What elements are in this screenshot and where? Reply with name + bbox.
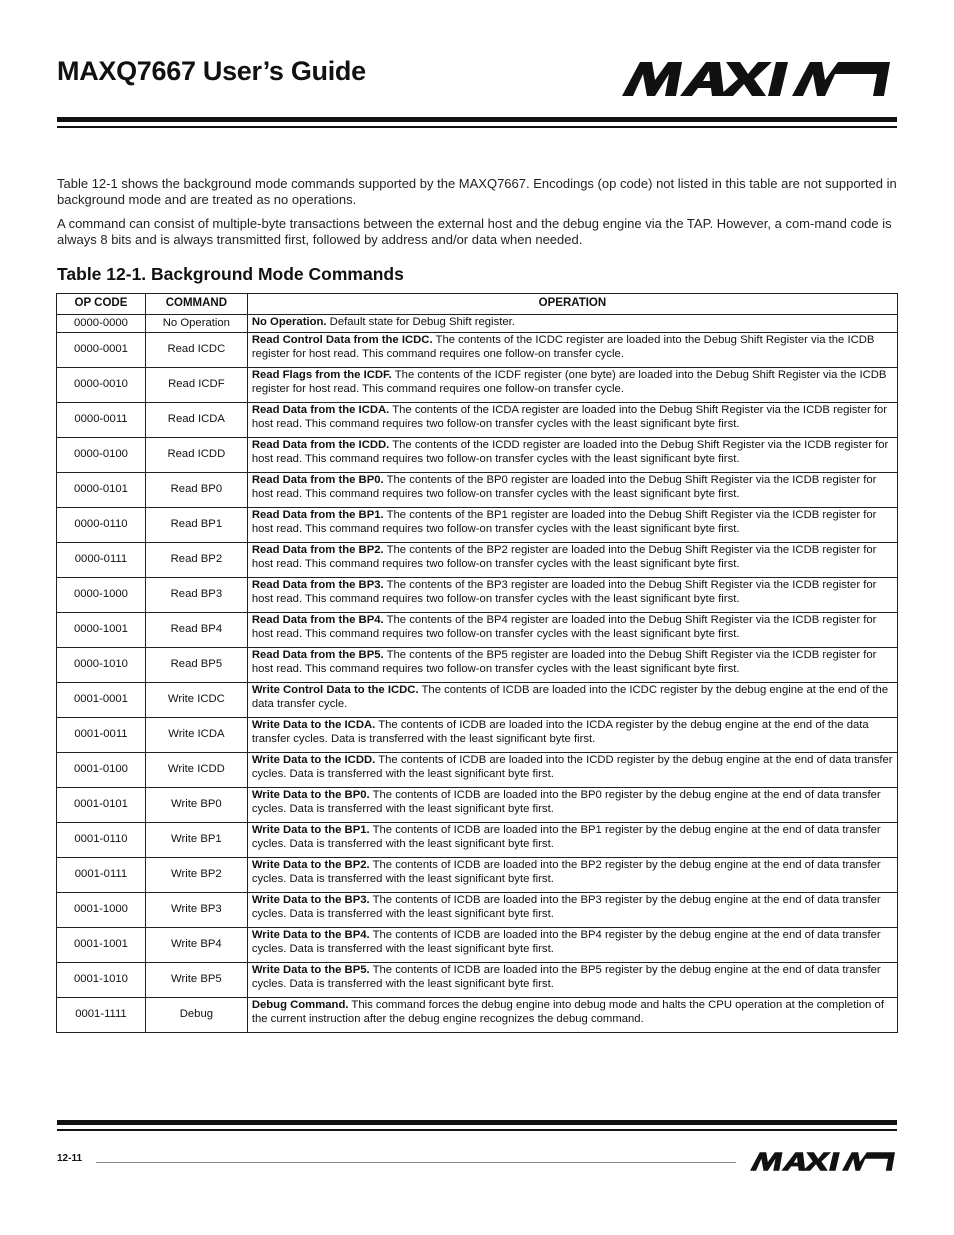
page-number: 12-11: [57, 1153, 83, 1164]
footer-rule: [57, 1120, 897, 1125]
operation-description: The contents of the BP1 register are loaded into the Debug Shift Register via the ICDB register for host read. This command requires two follow-on transfer cycles with the least significant byte first.: [251, 509, 877, 535]
table-body: [57, 315, 898, 1033]
command-cell: Write BP5: [145, 963, 247, 998]
table-row: [57, 403, 898, 438]
table-row: [57, 543, 898, 578]
operation-title: Read Data from the BP5.: [251, 649, 384, 661]
operation-title: Write Data to the BP2.: [251, 859, 370, 871]
operation-title: No Operation.: [251, 316, 327, 328]
document-title: MAXQ7667 User’s Guide: [57, 56, 366, 86]
operation-title: Write Data to the BP4.: [251, 929, 370, 941]
operation-cell: [247, 928, 897, 963]
operation-description: The contents of the BP2 register are loaded into the Debug Shift Register via the ICDB register for host read. This command requires two follow-on transfer cycles with the least significant byte first.: [251, 544, 877, 570]
operation-cell: [247, 543, 897, 578]
command-cell: Write ICDC: [145, 683, 247, 718]
operation-title: Write Data to the ICDA.: [251, 719, 376, 731]
table-row: [57, 683, 898, 718]
operation-title: Read Data from the BP2.: [251, 544, 384, 556]
table-row: [57, 893, 898, 928]
operation-description: The contents of ICDB are loaded into the BP2 register by the debug engine at the end of data transfer cycles. Data is transferred with the least significant byte first.: [251, 859, 881, 885]
operation-description: The contents of ICDB are loaded into the BP0 register by the debug engine at the end of data transfer cycles. Data is transferred with the least significant byte first.: [251, 789, 881, 815]
command-cell: Read BP5: [145, 648, 247, 683]
operation-cell: [247, 403, 897, 438]
table-row: [57, 648, 898, 683]
operation-description: The contents of ICDB are loaded into the BP5 register by the debug engine at the end of data transfer cycles. Data is transferred with the least significant byte first.: [251, 964, 881, 990]
op-code-cell: 0001-1010: [57, 963, 146, 998]
command-cell: Write ICDA: [145, 718, 247, 753]
footer-divider: [96, 1162, 736, 1163]
operation-description: The contents of ICDB are loaded into the BP4 register by the debug engine at the end of data transfer cycles. Data is transferred with the least significant byte first.: [251, 929, 881, 955]
operation-cell: [247, 578, 897, 613]
intro-paragraph-1: Table 12-1 shows the background mode commands supported by the MAXQ7667. Encodings (op code) not listed in this table are not supported in background mode and are treated as no operations.: [57, 176, 897, 207]
command-cell: Write BP3: [145, 893, 247, 928]
operation-description: The contents of the BP0 register are loaded into the Debug Shift Register via the ICDB register for host read. This command requires two follow-on transfer cycles with the least significant byte first.: [251, 474, 877, 500]
command-cell: Read BP2: [145, 543, 247, 578]
op-code-cell: 0000-0001: [57, 333, 146, 368]
operation-cell: [247, 438, 897, 473]
operation-cell: [247, 613, 897, 648]
op-code-cell: 0000-1010: [57, 648, 146, 683]
command-cell: Read BP4: [145, 613, 247, 648]
operation-cell: [247, 368, 897, 403]
op-code-cell: 0000-0111: [57, 543, 146, 578]
op-code-cell: 0001-1001: [57, 928, 146, 963]
op-code-cell: 0001-0001: [57, 683, 146, 718]
header-rule: [57, 117, 897, 122]
op-code-cell: 0001-0110: [57, 823, 146, 858]
header-rule-thin: [57, 126, 897, 128]
op-code-cell: 0000-0100: [57, 438, 146, 473]
command-cell: Write ICDD: [145, 753, 247, 788]
op-code-cell: 0001-0101: [57, 788, 146, 823]
operation-title: Read Control Data from the ICDC.: [251, 334, 433, 346]
operation-cell: [247, 315, 897, 333]
operation-description: The contents of ICDB are loaded into the BP1 register by the debug engine at the end of data transfer cycles. Data is transferred with the least significant byte first.: [251, 824, 881, 850]
operation-cell: [247, 753, 897, 788]
op-code-cell: 0000-0000: [57, 315, 146, 333]
operation-title: Read Flags from the ICDF.: [251, 369, 392, 381]
header-command: COMMAND: [145, 294, 247, 315]
operation-cell: [247, 473, 897, 508]
op-code-cell: 0001-0011: [57, 718, 146, 753]
op-code-cell: 0000-1001: [57, 613, 146, 648]
command-cell: Write BP4: [145, 928, 247, 963]
intro-text: [57, 176, 897, 256]
command-cell: Read ICDF: [145, 368, 247, 403]
operation-title: Write Control Data to the ICDC.: [251, 684, 419, 696]
table-row: [57, 823, 898, 858]
operation-description: The contents of the BP4 register are loaded into the Debug Shift Register via the ICDB register for host read. This command requires two follow-on transfer cycles with the least significant byte first.: [251, 614, 877, 640]
operation-cell: [247, 683, 897, 718]
table-row: [57, 473, 898, 508]
table-row: [57, 718, 898, 753]
operation-title: Read Data from the ICDA.: [251, 404, 390, 416]
operation-cell: [247, 963, 897, 998]
op-code-cell: 0001-0111: [57, 858, 146, 893]
op-code-cell: 0000-0110: [57, 508, 146, 543]
op-code-cell: 0000-0011: [57, 403, 146, 438]
operation-cell: [247, 823, 897, 858]
op-code-cell: 0001-1111: [57, 998, 146, 1033]
table-row: [57, 858, 898, 893]
command-cell: No Operation: [145, 315, 247, 333]
table-row: [57, 578, 898, 613]
command-cell: Debug: [145, 998, 247, 1033]
op-code-cell: 0001-0100: [57, 753, 146, 788]
maxim-logo: [622, 62, 890, 96]
operation-title: Write Data to the ICDD.: [251, 754, 376, 766]
table-row: [57, 508, 898, 543]
operation-cell: [247, 333, 897, 368]
command-cell: Write BP1: [145, 823, 247, 858]
operation-description: The contents of the ICDA register are loaded into the Debug Shift Register via the ICDB register for host read. This command requires two follow-on transfer cycles with the least significant byte first.: [251, 404, 888, 430]
header-op-code: OP CODE: [57, 294, 146, 315]
operation-description: The contents of the ICDD register are loaded into the Debug Shift Register via the ICDB register for host read. This command requires two follow-on transfer cycles with the least significant byte first.: [251, 439, 889, 465]
operation-description: The contents of the BP3 register are loaded into the Debug Shift Register via the ICDB register for host read. This command requires two follow-on transfer cycles with the least significant byte first.: [251, 579, 877, 605]
table-row: [57, 613, 898, 648]
operation-title: Write Data to the BP1.: [251, 824, 370, 836]
op-code-cell: 0000-0010: [57, 368, 146, 403]
table-title: Table 12-1. Background Mode Commands: [57, 264, 404, 284]
footer-rule-thin: [57, 1129, 897, 1131]
table-row: [57, 438, 898, 473]
operation-description: The contents of the BP5 register are loaded into the Debug Shift Register via the ICDB register for host read. This command requires two follow-on transfer cycles with the least significant byte first.: [251, 649, 877, 675]
table-row: [57, 753, 898, 788]
operation-description: The contents of ICDB are loaded into the ICDC register by the debug engine at the end of the data transfer cycle.: [251, 684, 889, 710]
table-row: [57, 963, 898, 998]
table-row: [57, 998, 898, 1033]
operation-cell: [247, 508, 897, 543]
operation-description: The contents of the ICDF register (one byte) are loaded into the Debug Shift Register via the ICDB register for host read. This command requires one follow-on transfer cycle.: [251, 369, 887, 395]
operation-cell: [247, 858, 897, 893]
command-cell: Read BP3: [145, 578, 247, 613]
op-code-cell: 0000-0101: [57, 473, 146, 508]
command-cell: Read BP0: [145, 473, 247, 508]
operation-description: The contents of ICDB are loaded into the ICDD register by the debug engine at the end of data transfer cycles. Data is transferred with the least significant byte first.: [251, 754, 893, 780]
operation-title: Debug Command.: [251, 999, 349, 1011]
operation-cell: [247, 998, 897, 1033]
operation-title: Read Data from the BP3.: [251, 579, 384, 591]
operation-cell: [247, 893, 897, 928]
operation-title: Write Data to the BP0.: [251, 789, 370, 801]
command-cell: Read ICDC: [145, 333, 247, 368]
operation-description: The contents of ICDB are loaded into the BP3 register by the debug engine at the end of data transfer cycles. Data is transferred with the least significant byte first.: [251, 894, 881, 920]
table-header-row: [57, 294, 898, 315]
command-cell: Read ICDA: [145, 403, 247, 438]
header-operation: OPERATION: [247, 294, 897, 315]
operation-cell: [247, 718, 897, 753]
operation-title: Write Data to the BP3.: [251, 894, 370, 906]
table-row: [57, 788, 898, 823]
command-cell: Write BP2: [145, 858, 247, 893]
operation-title: Read Data from the ICDD.: [251, 439, 390, 451]
background-mode-commands-table: [56, 293, 898, 1033]
operation-description: This command forces the debug engine into debug mode and halts the CPU operation at the completion of the current instruction after the debug engine recognizes the debug command.: [251, 999, 884, 1025]
table-row: [57, 333, 898, 368]
op-code-cell: 0000-1000: [57, 578, 146, 613]
table-row: [57, 315, 898, 333]
table-row: [57, 928, 898, 963]
command-cell: Read ICDD: [145, 438, 247, 473]
operation-title: Write Data to the BP5.: [251, 964, 370, 976]
intro-paragraph-2: A command can consist of multiple-byte transactions between the external host and the debug engine via the TAP. However, a com-mand code is always 8 bits and is always transmitted first, followed by address and/or data when needed.: [57, 216, 892, 247]
maxim-logo-footer: [750, 1152, 895, 1171]
operation-description: The contents of ICDB are loaded into the ICDA register by the debug engine at the end of the data transfer cycles. Data is transferred with the least significant byte first.: [251, 719, 869, 745]
operation-cell: [247, 788, 897, 823]
table-row: [57, 368, 898, 403]
command-cell: Read BP1: [145, 508, 247, 543]
command-cell: Write BP0: [145, 788, 247, 823]
operation-title: Read Data from the BP1.: [251, 509, 384, 521]
operation-title: Read Data from the BP4.: [251, 614, 384, 626]
operation-title: Read Data from the BP0.: [251, 474, 384, 486]
op-code-cell: 0001-1000: [57, 893, 146, 928]
operation-description: The contents of the ICDC register are loaded into the Debug Shift Register via the ICDB register for host read. This command requires one follow-on transfer cycle.: [251, 334, 875, 360]
operation-cell: [247, 648, 897, 683]
operation-description: Default state for Debug Shift register.: [326, 316, 515, 328]
